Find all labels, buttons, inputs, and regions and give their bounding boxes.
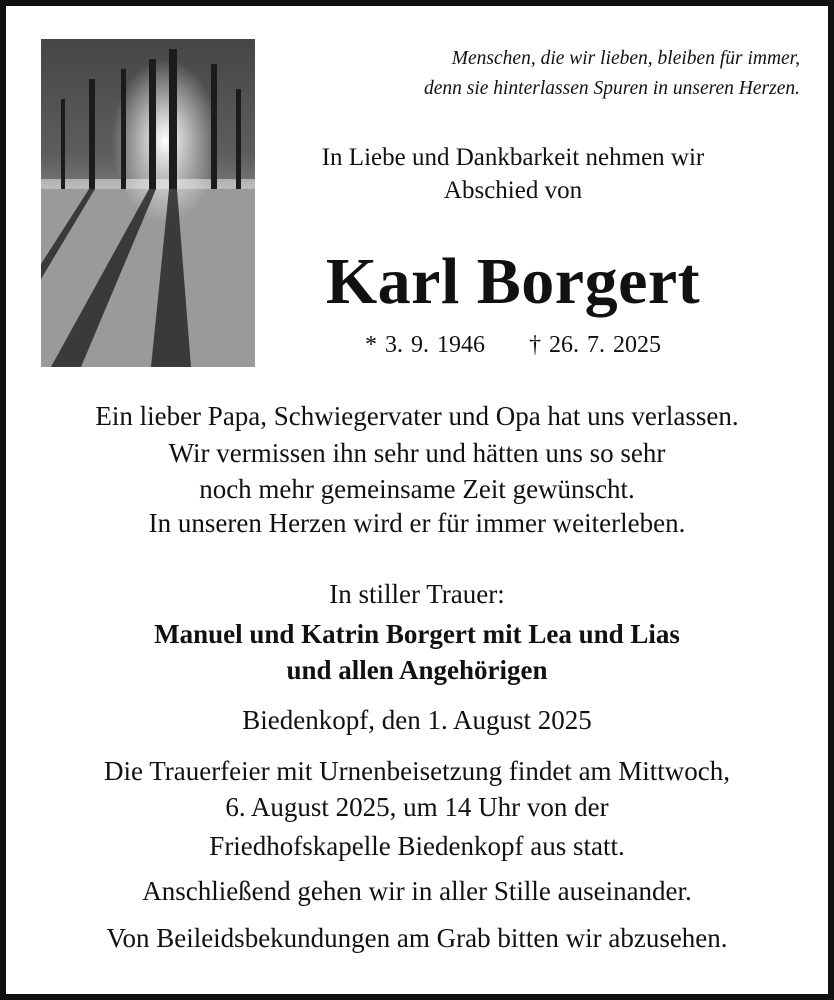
quote-line: denn sie hinterlassen Spuren in unseren Herzen. bbox=[423, 78, 800, 99]
birth-date: * 3. 9. 1946 bbox=[365, 332, 485, 358]
message-line: noch mehr gemeinsame Zeit gewünscht. bbox=[199, 474, 635, 504]
ceremony-line: Friedhofskapelle Biedenkopf aus statt. bbox=[209, 831, 625, 861]
deceased-name: Karl Borgert bbox=[325, 245, 701, 318]
place-date: Biedenkopf, den 1. August 2025 bbox=[242, 705, 592, 735]
message-line: Wir vermissen ihn sehr und hätten uns so sehr bbox=[168, 438, 666, 468]
death-date: † 26. 7. 2025 bbox=[529, 332, 661, 358]
quote bbox=[424, 44, 800, 104]
dates bbox=[268, 332, 758, 359]
quote-line: Menschen, die wir lieben, bleiben für immer, bbox=[451, 48, 800, 69]
afterwards-note: Anschließend gehen wir in aller Stille auseinander. bbox=[142, 876, 692, 906]
intro-line: In Liebe und Dankbarkeit nehmen wir bbox=[321, 144, 705, 171]
ceremony-line: 6. August 2025, um 14 Uhr von der bbox=[225, 792, 609, 822]
ceremony-line: Die Trauerfeier mit Urnenbeisetzung findet am Mittwoch, bbox=[103, 756, 731, 786]
trees-photo bbox=[41, 39, 255, 367]
mourners-line: Manuel und Katrin Borgert mit Lea und Lias bbox=[154, 619, 680, 649]
mourners-line: und allen Angehörigen bbox=[286, 655, 548, 685]
condolences-note: Von Beileidsbekundungen am Grab bitten wir abzusehen. bbox=[106, 923, 728, 953]
intro-line: Abschied von bbox=[443, 177, 583, 204]
message-line: In unseren Herzen wird er für immer weiterleben. bbox=[148, 508, 686, 538]
mourning-label: In stiller Trauer: bbox=[329, 579, 505, 609]
message-line: Ein lieber Papa, Schwiegervater und Opa hat uns verlassen. bbox=[95, 401, 739, 431]
